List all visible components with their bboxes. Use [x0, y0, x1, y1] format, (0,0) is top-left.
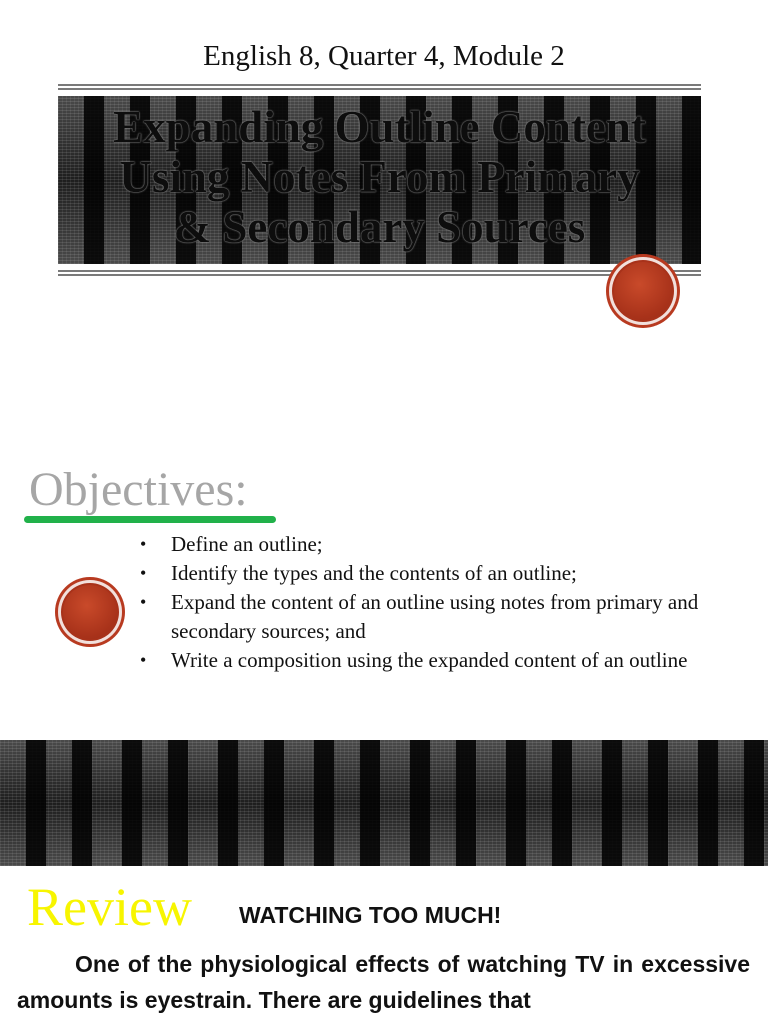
objective-item: [140, 646, 740, 675]
title-banner: [58, 84, 701, 276]
objective-item: [140, 588, 740, 646]
title-slide: [0, 0, 768, 420]
bullet-icon: •: [140, 534, 147, 554]
review-slide: [0, 866, 768, 1024]
decorative-texture-band: [0, 740, 768, 866]
review-paragraph: One of the physiological effects of watching TV in excessive amounts is eyestrain. There are guidelines that: [17, 951, 750, 1013]
objective-text: Define an outline;: [171, 532, 323, 556]
red-seal-icon: [609, 257, 677, 325]
objectives-slide: [0, 420, 768, 740]
objectives-underline: [24, 516, 276, 523]
review-heading: Review: [27, 877, 192, 937]
objective-text: Expand the content of an outline using notes from primary and secondary sources; and: [171, 590, 699, 643]
objectives-list: [140, 530, 740, 675]
objective-item: [140, 559, 740, 588]
lesson-title-line: & Secondary Sources: [173, 202, 586, 252]
bullet-icon: •: [140, 592, 147, 612]
review-subheading: WATCHING TOO MUCH!: [239, 902, 502, 928]
lesson-title-line: Expanding Outline Content: [113, 102, 646, 152]
objectives-heading: Objectives:: [29, 463, 248, 516]
red-seal-icon: [58, 580, 122, 644]
lesson-title: [58, 102, 701, 252]
objective-text: Write a composition using the expanded content of an outline: [171, 648, 688, 672]
bullet-icon: •: [140, 563, 147, 583]
lesson-title-line: Using Notes From Primary: [119, 152, 640, 202]
objective-text: Identify the types and the contents of an outline;: [171, 561, 577, 585]
bullet-icon: •: [140, 650, 147, 670]
course-subtitle: English 8, Quarter 4, Module 2: [203, 40, 565, 72]
objective-item: [140, 530, 740, 559]
